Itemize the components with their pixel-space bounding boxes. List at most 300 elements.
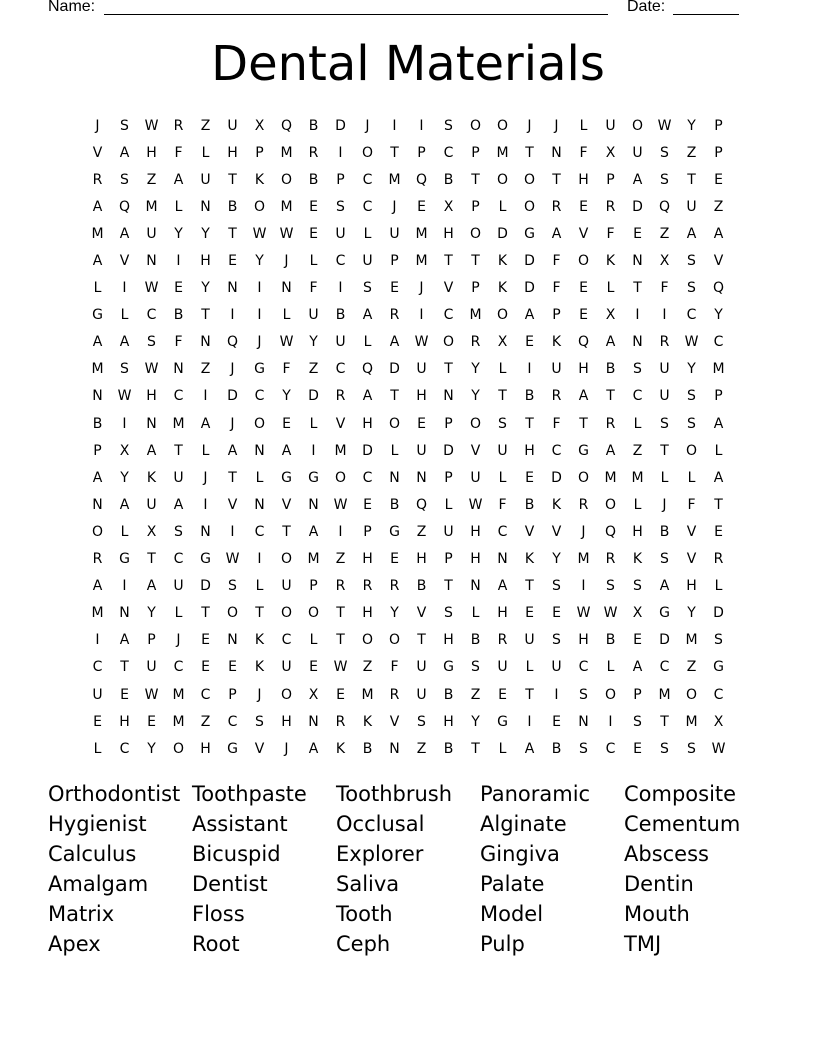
grid-letter[interactable]: L — [309, 415, 318, 432]
grid-letter[interactable]: L — [255, 469, 264, 486]
grid-letter[interactable]: U — [416, 659, 427, 676]
grid-letter[interactable]: B — [227, 198, 238, 215]
grid-letter[interactable]: H — [227, 144, 238, 161]
grid-letter[interactable]: O — [523, 198, 536, 215]
grid-letter[interactable]: B — [443, 686, 454, 703]
grid-letter[interactable]: C — [362, 198, 373, 215]
grid-letter[interactable]: U — [497, 442, 508, 459]
grid-letter[interactable]: I — [392, 117, 397, 134]
grid-letter[interactable]: A — [92, 578, 103, 595]
grid-letter[interactable]: Y — [201, 280, 210, 297]
grid-letter[interactable]: G — [497, 713, 508, 730]
grid-letter[interactable]: E — [552, 605, 561, 622]
grid-letter[interactable]: E — [228, 253, 237, 270]
grid-letter[interactable]: L — [444, 496, 453, 513]
grid-letter[interactable]: R — [335, 578, 346, 595]
grid-letter[interactable]: F — [687, 496, 696, 513]
grid-letter[interactable]: C — [605, 740, 616, 757]
grid-letter[interactable]: N — [308, 496, 319, 513]
grid-letter[interactable]: H — [470, 523, 481, 540]
grid-letter[interactable]: Q — [577, 334, 590, 351]
grid-letter[interactable]: I — [257, 307, 262, 324]
grid-letter[interactable]: T — [552, 171, 561, 188]
grid-letter[interactable]: M — [145, 198, 158, 215]
grid-letter[interactable]: E — [228, 659, 237, 676]
grid-letter[interactable]: W — [711, 740, 726, 757]
grid-letter[interactable]: U — [470, 469, 481, 486]
grid-letter[interactable]: O — [361, 144, 374, 161]
grid-letter[interactable]: L — [498, 740, 507, 757]
grid-letter[interactable]: C — [92, 659, 103, 676]
grid-letter[interactable]: O — [577, 469, 590, 486]
grid-letter[interactable]: N — [551, 144, 562, 161]
grid-letter[interactable]: L — [120, 307, 129, 324]
grid-letter[interactable]: A — [119, 334, 130, 351]
grid-letter[interactable]: L — [471, 605, 480, 622]
grid-letter[interactable]: T — [201, 307, 210, 324]
grid-letter[interactable]: V — [416, 605, 427, 622]
grid-letter[interactable]: O — [361, 632, 374, 649]
grid-letter[interactable]: N — [470, 578, 481, 595]
grid-letter[interactable]: C — [281, 632, 292, 649]
grid-letter[interactable]: F — [606, 225, 615, 242]
grid-letter[interactable]: N — [146, 415, 157, 432]
grid-letter[interactable]: A — [173, 171, 184, 188]
grid-letter[interactable]: I — [419, 117, 424, 134]
grid-letter[interactable]: A — [146, 442, 157, 459]
grid-letter[interactable]: G — [200, 551, 211, 568]
grid-letter[interactable]: N — [119, 605, 130, 622]
grid-letter[interactable]: S — [444, 605, 453, 622]
grid-letter[interactable]: D — [713, 605, 724, 622]
grid-letter[interactable]: U — [416, 442, 427, 459]
grid-letter[interactable]: O — [388, 415, 401, 432]
grid-letter[interactable]: H — [281, 713, 292, 730]
grid-letter[interactable]: W — [603, 605, 618, 622]
grid-letter[interactable]: V — [524, 523, 535, 540]
grid-letter[interactable]: M — [334, 442, 347, 459]
grid-letter[interactable]: W — [468, 496, 483, 513]
grid-letter[interactable]: A — [92, 253, 103, 270]
grid-letter[interactable]: M — [631, 469, 644, 486]
grid-letter[interactable]: U — [281, 659, 292, 676]
name-field[interactable] — [104, 14, 608, 15]
grid-letter[interactable]: J — [257, 334, 262, 351]
grid-letter[interactable]: W — [333, 659, 348, 676]
grid-letter[interactable]: C — [173, 551, 184, 568]
grid-letter[interactable]: O — [469, 117, 482, 134]
grid-letter[interactable]: P — [336, 171, 345, 188]
grid-letter[interactable]: L — [498, 198, 507, 215]
grid-letter[interactable]: S — [498, 415, 507, 432]
grid-letter[interactable]: T — [471, 171, 480, 188]
grid-letter[interactable]: U — [308, 307, 319, 324]
grid-letter[interactable]: P — [147, 632, 156, 649]
grid-letter[interactable]: F — [552, 415, 561, 432]
grid-letter[interactable]: J — [230, 361, 235, 378]
grid-letter[interactable]: E — [714, 523, 723, 540]
grid-letter[interactable]: R — [335, 713, 346, 730]
grid-letter[interactable]: X — [146, 523, 157, 540]
grid-letter[interactable]: N — [497, 551, 508, 568]
grid-letter[interactable]: M — [712, 361, 725, 378]
grid-letter[interactable]: Y — [687, 117, 696, 134]
grid-letter[interactable]: L — [174, 198, 183, 215]
grid-letter[interactable]: Q — [361, 361, 374, 378]
grid-letter[interactable]: Y — [282, 388, 291, 405]
grid-letter[interactable]: Y — [714, 307, 723, 324]
grid-letter[interactable]: T — [714, 496, 723, 513]
grid-letter[interactable]: S — [687, 280, 696, 297]
grid-letter[interactable]: T — [525, 415, 534, 432]
grid-letter[interactable]: T — [660, 442, 669, 459]
grid-letter[interactable]: L — [201, 442, 210, 459]
grid-letter[interactable]: I — [662, 307, 667, 324]
grid-letter[interactable]: U — [443, 523, 454, 540]
grid-letter[interactable]: B — [524, 496, 535, 513]
grid-letter[interactable]: U — [551, 361, 562, 378]
grid-letter[interactable]: J — [230, 415, 235, 432]
grid-letter[interactable]: O — [496, 307, 509, 324]
grid-letter[interactable]: O — [226, 605, 239, 622]
grid-letter[interactable]: X — [632, 605, 643, 622]
grid-letter[interactable]: B — [173, 307, 184, 324]
grid-letter[interactable]: R — [605, 551, 616, 568]
grid-letter[interactable]: T — [201, 605, 210, 622]
grid-letter[interactable]: E — [93, 713, 102, 730]
grid-letter[interactable]: C — [335, 361, 346, 378]
grid-letter[interactable]: C — [443, 144, 454, 161]
date-field[interactable] — [673, 14, 739, 15]
grid-letter[interactable]: Y — [687, 605, 696, 622]
grid-letter[interactable]: G — [92, 307, 103, 324]
grid-letter[interactable]: I — [176, 253, 181, 270]
grid-letter[interactable]: K — [497, 280, 508, 297]
grid-letter[interactable]: R — [605, 415, 616, 432]
grid-letter[interactable]: L — [525, 659, 534, 676]
grid-letter[interactable]: R — [389, 307, 400, 324]
grid-letter[interactable]: B — [443, 171, 454, 188]
grid-letter[interactable]: K — [632, 551, 643, 568]
grid-letter[interactable]: U — [200, 171, 211, 188]
grid-letter[interactable]: R — [497, 632, 508, 649]
grid-letter[interactable]: T — [120, 659, 129, 676]
grid-letter[interactable]: T — [228, 171, 237, 188]
grid-letter[interactable]: N — [173, 361, 184, 378]
grid-letter[interactable]: T — [687, 171, 696, 188]
grid-letter[interactable]: N — [200, 334, 211, 351]
grid-letter[interactable]: I — [311, 442, 316, 459]
grid-letter[interactable]: Z — [146, 171, 157, 188]
grid-letter[interactable]: T — [525, 144, 534, 161]
grid-letter[interactable]: U — [659, 361, 670, 378]
grid-letter[interactable]: S — [147, 334, 156, 351]
grid-letter[interactable]: Q — [226, 334, 239, 351]
grid-letter[interactable]: T — [444, 253, 453, 270]
grid-letter[interactable]: Y — [147, 740, 156, 757]
grid-letter[interactable]: H — [497, 605, 508, 622]
grid-letter[interactable]: H — [632, 523, 643, 540]
grid-letter[interactable]: T — [579, 415, 588, 432]
grid-letter[interactable]: J — [581, 523, 586, 540]
grid-letter[interactable]: L — [606, 659, 615, 676]
grid-letter[interactable]: V — [335, 415, 346, 432]
grid-letter[interactable]: I — [338, 523, 343, 540]
grid-letter[interactable]: L — [282, 307, 291, 324]
grid-letter[interactable]: U — [686, 198, 697, 215]
grid-letter[interactable]: B — [470, 632, 481, 649]
grid-letter[interactable]: L — [687, 469, 696, 486]
grid-letter[interactable]: U — [146, 659, 157, 676]
grid-letter[interactable]: L — [120, 523, 129, 540]
grid-letter[interactable]: M — [685, 713, 698, 730]
grid-letter[interactable]: X — [605, 144, 616, 161]
grid-letter[interactable]: Y — [552, 551, 561, 568]
grid-letter[interactable]: U — [335, 334, 346, 351]
grid-letter[interactable]: A — [92, 334, 103, 351]
grid-letter[interactable]: X — [119, 442, 130, 459]
grid-letter[interactable]: J — [662, 496, 667, 513]
grid-letter[interactable]: Y — [471, 361, 480, 378]
grid-letter[interactable]: H — [443, 713, 454, 730]
grid-letter[interactable]: T — [147, 551, 156, 568]
grid-letter[interactable]: J — [554, 117, 559, 134]
grid-letter[interactable]: P — [471, 280, 480, 297]
grid-letter[interactable]: P — [444, 469, 453, 486]
grid-letter[interactable]: E — [525, 469, 534, 486]
grid-letter[interactable]: X — [659, 253, 670, 270]
grid-letter[interactable]: S — [174, 523, 183, 540]
grid-letter[interactable]: A — [119, 225, 130, 242]
grid-letter[interactable]: V — [443, 280, 454, 297]
grid-letter[interactable]: N — [254, 496, 265, 513]
grid-letter[interactable]: I — [554, 686, 559, 703]
grid-letter[interactable]: B — [416, 578, 427, 595]
grid-letter[interactable]: B — [308, 117, 319, 134]
grid-letter[interactable]: O — [253, 198, 266, 215]
grid-letter[interactable]: T — [417, 632, 426, 649]
grid-letter[interactable]: M — [604, 469, 617, 486]
grid-letter[interactable]: C — [173, 388, 184, 405]
grid-letter[interactable]: R — [605, 198, 616, 215]
grid-letter[interactable]: R — [173, 117, 184, 134]
grid-letter[interactable]: D — [524, 253, 535, 270]
grid-letter[interactable]: N — [416, 469, 427, 486]
grid-letter[interactable]: O — [388, 632, 401, 649]
grid-letter[interactable]: B — [92, 415, 103, 432]
grid-letter[interactable]: G — [443, 659, 454, 676]
grid-letter[interactable]: E — [309, 659, 318, 676]
grid-letter[interactable]: A — [146, 578, 157, 595]
grid-letter[interactable]: X — [713, 713, 724, 730]
grid-letter[interactable]: T — [174, 442, 183, 459]
grid-letter[interactable]: T — [525, 578, 534, 595]
grid-letter[interactable]: S — [579, 740, 588, 757]
grid-letter[interactable]: O — [442, 334, 455, 351]
grid-letter[interactable]: P — [228, 686, 237, 703]
grid-letter[interactable]: W — [252, 225, 267, 242]
grid-letter[interactable]: N — [227, 280, 238, 297]
grid-letter[interactable]: L — [714, 442, 723, 459]
grid-letter[interactable]: G — [389, 523, 400, 540]
grid-letter[interactable]: L — [363, 334, 372, 351]
grid-letter[interactable]: V — [254, 740, 265, 757]
grid-letter[interactable]: Q — [415, 496, 428, 513]
grid-letter[interactable]: T — [228, 469, 237, 486]
grid-letter[interactable]: U — [335, 225, 346, 242]
grid-letter[interactable]: I — [230, 523, 235, 540]
grid-letter[interactable]: B — [524, 388, 535, 405]
grid-letter[interactable]: I — [527, 713, 532, 730]
grid-letter[interactable]: N — [227, 632, 238, 649]
grid-letter[interactable]: V — [686, 551, 697, 568]
grid-letter[interactable]: T — [498, 388, 507, 405]
grid-letter[interactable]: P — [93, 442, 102, 459]
grid-letter[interactable]: M — [415, 253, 428, 270]
grid-letter[interactable]: B — [605, 632, 616, 649]
grid-letter[interactable]: K — [146, 469, 157, 486]
grid-letter[interactable]: M — [361, 686, 374, 703]
grid-letter[interactable]: C — [146, 307, 157, 324]
grid-letter[interactable]: I — [257, 280, 262, 297]
grid-letter[interactable]: H — [362, 415, 373, 432]
grid-letter[interactable]: C — [659, 659, 670, 676]
grid-letter[interactable]: Z — [200, 713, 211, 730]
grid-letter[interactable]: K — [254, 659, 265, 676]
grid-letter[interactable]: H — [146, 144, 157, 161]
grid-letter[interactable]: G — [713, 659, 724, 676]
grid-letter[interactable]: S — [633, 713, 642, 730]
grid-letter[interactable]: N — [578, 713, 589, 730]
grid-letter[interactable]: W — [144, 280, 159, 297]
grid-letter[interactable]: W — [117, 388, 132, 405]
grid-letter[interactable]: P — [309, 578, 318, 595]
grid-letter[interactable]: L — [714, 578, 723, 595]
grid-letter[interactable]: U — [524, 632, 535, 649]
grid-letter[interactable]: M — [496, 144, 509, 161]
grid-letter[interactable]: J — [284, 740, 289, 757]
grid-letter[interactable]: A — [713, 469, 724, 486]
grid-letter[interactable]: E — [309, 198, 318, 215]
grid-letter[interactable]: R — [362, 578, 373, 595]
grid-letter[interactable]: E — [363, 496, 372, 513]
grid-letter[interactable]: Y — [309, 334, 318, 351]
grid-letter[interactable]: A — [659, 578, 670, 595]
grid-letter[interactable]: W — [279, 334, 294, 351]
grid-letter[interactable]: H — [470, 551, 481, 568]
grid-letter[interactable]: A — [362, 388, 373, 405]
grid-letter[interactable]: C — [362, 171, 373, 188]
grid-letter[interactable]: S — [633, 361, 642, 378]
grid-letter[interactable]: O — [685, 686, 698, 703]
grid-letter[interactable]: Y — [687, 361, 696, 378]
grid-letter[interactable]: T — [444, 361, 453, 378]
grid-letter[interactable]: J — [95, 117, 100, 134]
grid-letter[interactable]: J — [176, 632, 181, 649]
grid-letter[interactable]: L — [309, 632, 318, 649]
grid-letter[interactable]: E — [417, 198, 426, 215]
grid-letter[interactable]: V — [281, 496, 292, 513]
grid-letter[interactable]: U — [146, 496, 157, 513]
grid-letter[interactable]: W — [576, 605, 591, 622]
grid-letter[interactable]: A — [200, 415, 211, 432]
grid-letter[interactable]: K — [605, 253, 616, 270]
grid-letter[interactable]: H — [416, 551, 427, 568]
grid-letter[interactable]: G — [308, 469, 319, 486]
grid-letter[interactable]: I — [95, 632, 100, 649]
grid-letter[interactable]: Z — [416, 523, 427, 540]
grid-letter[interactable]: S — [471, 659, 480, 676]
grid-letter[interactable]: O — [253, 415, 266, 432]
grid-letter[interactable]: C — [227, 713, 238, 730]
grid-letter[interactable]: I — [203, 496, 208, 513]
grid-letter[interactable]: J — [392, 198, 397, 215]
grid-letter[interactable]: M — [172, 686, 185, 703]
grid-letter[interactable]: U — [281, 578, 292, 595]
grid-letter[interactable]: L — [255, 578, 264, 595]
grid-letter[interactable]: U — [416, 361, 427, 378]
grid-letter[interactable]: I — [581, 578, 586, 595]
grid-letter[interactable]: Z — [416, 740, 427, 757]
grid-letter[interactable]: S — [687, 415, 696, 432]
grid-letter[interactable]: A — [281, 442, 292, 459]
grid-letter[interactable]: E — [498, 686, 507, 703]
grid-letter[interactable]: V — [713, 253, 724, 270]
grid-letter[interactable]: R — [335, 388, 346, 405]
grid-letter[interactable]: E — [120, 686, 129, 703]
grid-letter[interactable]: M — [469, 307, 482, 324]
grid-letter[interactable]: R — [92, 551, 103, 568]
grid-letter[interactable]: P — [633, 686, 642, 703]
grid-letter[interactable]: L — [309, 253, 318, 270]
grid-letter[interactable]: K — [335, 740, 346, 757]
grid-letter[interactable]: M — [658, 686, 671, 703]
grid-letter[interactable]: V — [470, 442, 481, 459]
grid-letter[interactable]: E — [714, 171, 723, 188]
grid-letter[interactable]: A — [389, 334, 400, 351]
grid-letter[interactable]: R — [470, 334, 481, 351]
grid-letter[interactable]: A — [119, 496, 130, 513]
grid-letter[interactable]: U — [605, 117, 616, 134]
grid-letter[interactable]: T — [471, 740, 480, 757]
grid-letter[interactable]: Y — [255, 253, 264, 270]
grid-letter[interactable]: F — [552, 253, 561, 270]
grid-letter[interactable]: O — [280, 551, 293, 568]
grid-letter[interactable]: N — [632, 253, 643, 270]
grid-letter[interactable]: Z — [335, 551, 346, 568]
grid-letter[interactable]: C — [254, 523, 265, 540]
grid-letter[interactable]: U — [497, 659, 508, 676]
grid-letter[interactable]: E — [579, 307, 588, 324]
grid-letter[interactable]: P — [714, 117, 723, 134]
grid-letter[interactable]: A — [119, 632, 130, 649]
grid-letter[interactable]: O — [577, 253, 590, 270]
grid-letter[interactable]: C — [713, 686, 724, 703]
grid-letter[interactable]: G — [119, 551, 130, 568]
grid-letter[interactable]: B — [389, 496, 400, 513]
grid-letter[interactable]: S — [120, 117, 129, 134]
grid-letter[interactable]: R — [551, 388, 562, 405]
grid-letter[interactable]: R — [578, 496, 589, 513]
grid-letter[interactable]: K — [254, 171, 265, 188]
grid-letter[interactable]: C — [686, 307, 697, 324]
grid-letter[interactable]: O — [604, 686, 617, 703]
grid-letter[interactable]: T — [660, 713, 669, 730]
grid-letter[interactable]: P — [552, 307, 561, 324]
grid-letter[interactable]: A — [308, 523, 319, 540]
grid-letter[interactable]: M — [280, 144, 293, 161]
grid-letter[interactable]: O — [280, 686, 293, 703]
